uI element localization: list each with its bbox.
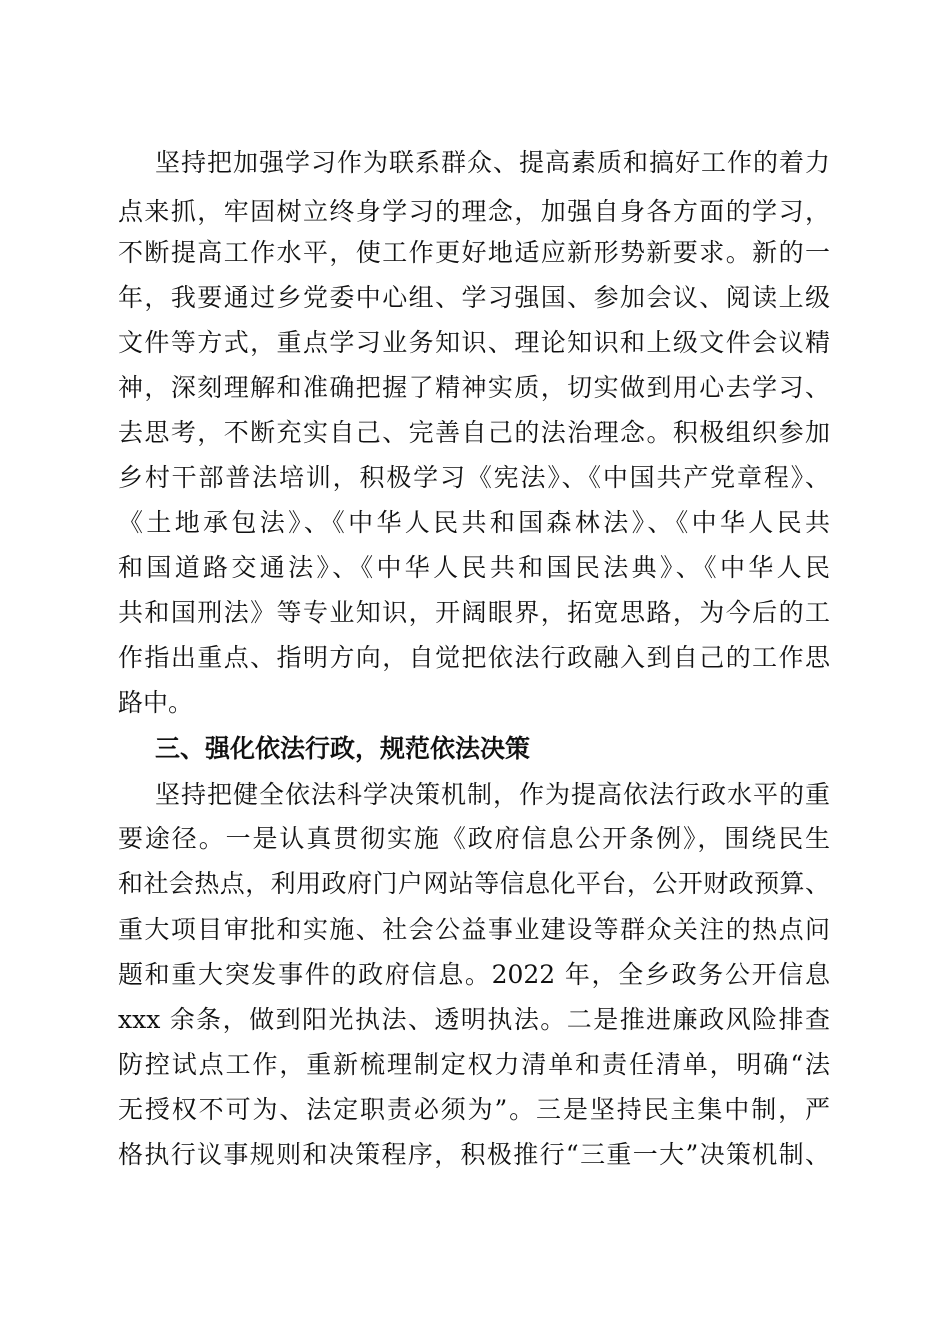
paragraph2-line-7: 防控试点工作，重新梳理制定权力清单和责任清单，明确“法	[118, 1050, 830, 1079]
paragraph1-line-13: 路中。	[118, 688, 194, 717]
paragraph2-line-6: xxx 余条，做到阳光执法、透明执法。二是推进廉政风险排查	[118, 1005, 830, 1034]
paragraph1-line-4: 年，我要通过乡党委中心组、学习强国、参加会议、阅读上级	[118, 283, 830, 312]
paragraph1-line-6: 神，深刻理解和准确把握了精神实质，切实做到用心去学习、	[118, 373, 830, 402]
paragraph1-line-7: 去思考，不断充实自己、完善自己的法治理念。积极组织参加	[118, 418, 830, 447]
paragraph1-line-5: 文件等方式，重点学习业务知识、理论知识和上级文件会议精	[118, 328, 830, 357]
paragraph1-line-10: 和国道路交通法》、《中华人民共和国民法典》、《中华人民	[118, 553, 830, 582]
paragraph1-line-8: 乡村干部普法培训，积极学习《宪法》、《中国共产党章程》、	[118, 463, 830, 492]
paragraph1-line-1: 坚持把加强学习作为联系群众、提高素质和搞好工作的着力	[155, 148, 830, 177]
paragraph2-line-4: 重大项目审批和实施、社会公益事业建设等群众关注的热点问	[118, 915, 830, 944]
paragraph1-line-3: 不断提高工作水平，使工作更好地适应新形势新要求。新的一	[118, 238, 830, 267]
paragraph2-line-5: 题和重大突发事件的政府信息。2022 年，全乡政务公开信息	[118, 960, 830, 989]
paragraph2-line-3: 和社会热点，利用政府门户网站等信息化平台，公开财政预算、	[118, 869, 830, 898]
paragraph2-line-8: 无授权不可为、法定职责必须为”。三是坚持民主集中制，严	[118, 1095, 830, 1124]
section-heading: 三、强化依法行政，规范依法决策	[155, 734, 531, 763]
paragraph1-line-2: 点来抓，牢固树立终身学习的理念，加强自身各方面的学习，	[118, 197, 830, 226]
paragraph1-line-11: 共和国刑法》等专业知识，开阔眼界，拓宽思路，为今后的工	[118, 598, 830, 627]
paragraph2-line-9: 格执行议事规则和决策程序，积极推行“三重一大”决策机制、	[118, 1140, 830, 1169]
paragraph1-line-12: 作指出重点、指明方向，自觉把依法行政融入到自己的工作思	[118, 643, 830, 672]
paragraph2-line-2: 要途径。一是认真贯彻实施《政府信息公开条例》，围绕民生	[118, 824, 830, 853]
paragraph1-line-9: 《土地承包法》、《中华人民共和国森林法》、《中华人民共	[118, 508, 830, 537]
paragraph2-line-1: 坚持把健全依法科学决策机制，作为提高依法行政水平的重	[155, 780, 830, 809]
